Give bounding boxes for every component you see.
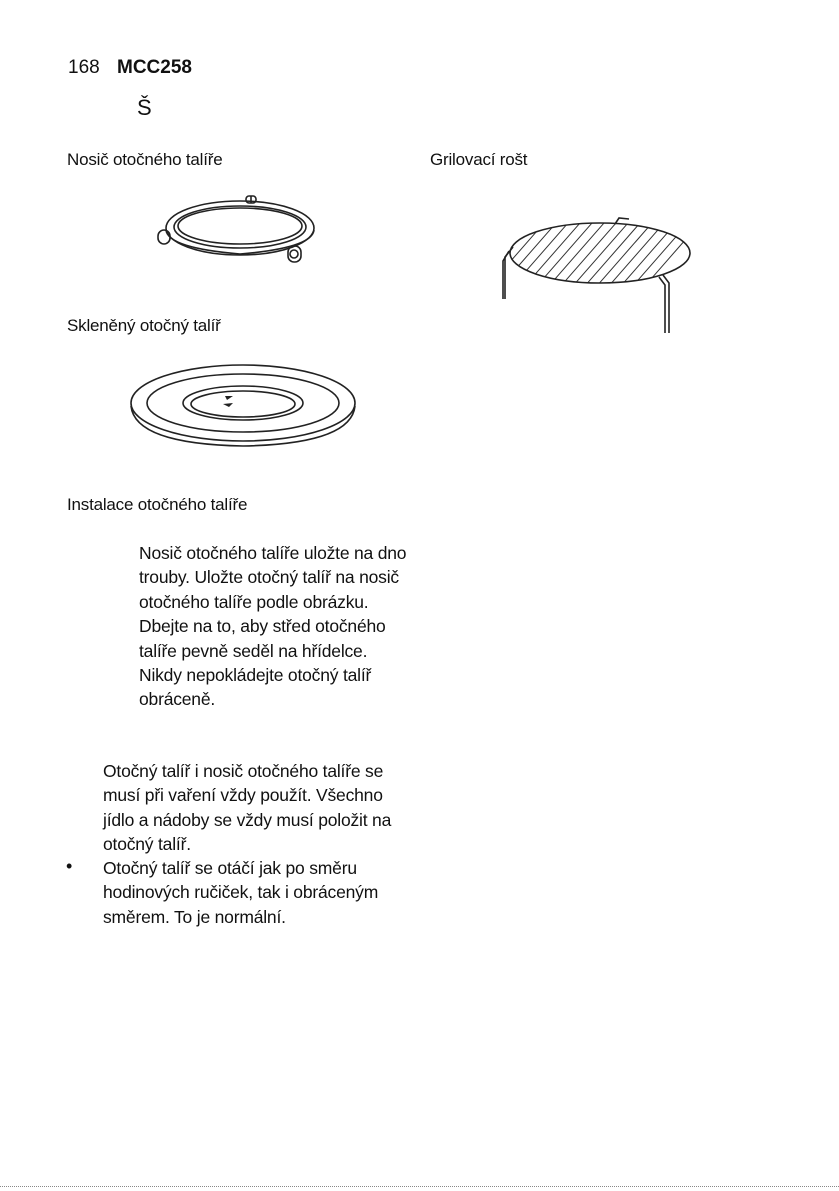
- section-heading: Š: [137, 95, 152, 120]
- grill-rack-illustration: [495, 215, 705, 335]
- rotation-note: Otočný talíř se otáčí jak po směru hodinových ručiček, tak i obráceným směrem. To je normální.: [103, 858, 379, 927]
- glass-turntable-illustration: [125, 360, 361, 450]
- turntable-support-illustration: [150, 190, 330, 270]
- bullet-marker: •: [66, 856, 73, 876]
- grill-rack-label: Grilovací rošt: [430, 150, 528, 169]
- installation-heading: Instalace otočného talíře: [67, 495, 248, 514]
- model-name: MCC258: [117, 57, 192, 78]
- turntable-support-label: Nosič otočného talíře: [67, 150, 223, 169]
- bottom-divider: [0, 1186, 839, 1187]
- page-number: 168: [68, 57, 100, 78]
- installation-steps: Nosič otočného talíře uložte na dno trouby. Uložte otočný talíř na nosič otočného talíře podle obrázku. Dbejte na to, aby střed otočného talíře pevně seděl na hřídelce. Nikdy nepokládejte otočný talíř obráceně.: [139, 543, 407, 710]
- usage-note: Otočný talíř i nosič otočného talíře se musí při vaření vždy použít. Všechno jídlo a nádoby se vždy musí položit na otočný talíř.: [103, 761, 392, 855]
- glass-turntable-label: Skleněný otočný talíř: [67, 316, 221, 335]
